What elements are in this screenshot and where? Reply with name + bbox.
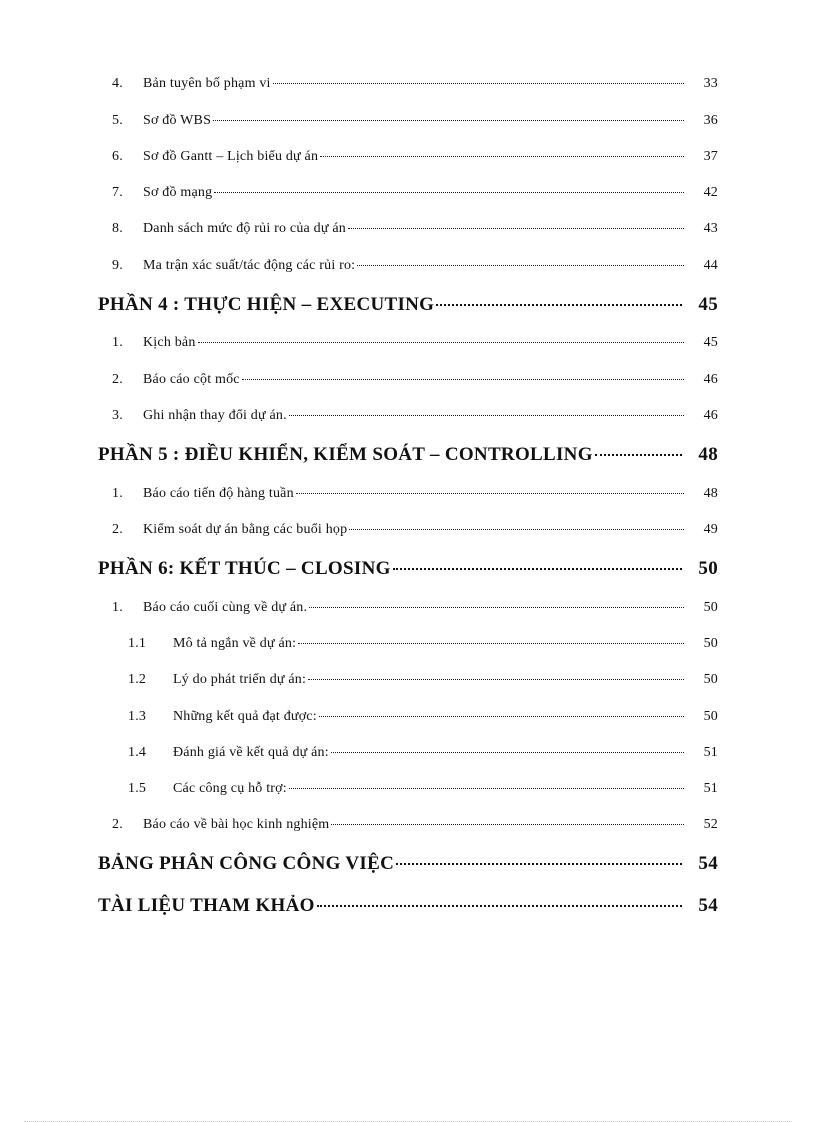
toc-entry[interactable] bbox=[112, 408, 718, 424]
toc-subentry-page: 50 bbox=[703, 709, 718, 724]
toc-subentry-title: Những kết quả đạt được: bbox=[173, 709, 317, 724]
toc-entry-title: Báo cáo cột mốc bbox=[143, 372, 240, 387]
toc-subentry-page: 50 bbox=[703, 636, 718, 651]
toc-subentry-number: 1.4 bbox=[128, 745, 147, 760]
dot-leader bbox=[213, 120, 684, 121]
toc-heading-title: PHẦN 6: KẾT THÚC – CLOSING bbox=[98, 558, 391, 579]
toc-entry-number: 6. bbox=[112, 149, 123, 164]
page-bottom-divider bbox=[24, 1121, 792, 1122]
toc-subentry-title: Lý do phát triển dự án: bbox=[173, 672, 307, 687]
dot-leader bbox=[348, 228, 684, 229]
toc-entry[interactable] bbox=[112, 372, 718, 388]
toc-subentry-title: Đánh giá về kết quả dự án: bbox=[173, 745, 329, 760]
toc-entry[interactable] bbox=[112, 486, 718, 502]
toc-heading-title: PHẦN 4 : THỰC HIỆN – EXECUTING bbox=[98, 294, 435, 315]
dot-leader bbox=[595, 454, 682, 456]
dot-leader bbox=[357, 265, 684, 266]
dot-leader bbox=[436, 304, 682, 306]
toc-entry-title: Sơ đồ mạng bbox=[143, 185, 213, 200]
toc-entry[interactable] bbox=[112, 221, 718, 237]
dot-leader bbox=[349, 529, 684, 530]
toc-entry-title: Sơ đồ WBS bbox=[143, 113, 212, 128]
toc-heading-title: TÀI LIỆU THAM KHẢO bbox=[98, 895, 315, 916]
toc-heading-page: 45 bbox=[698, 294, 718, 315]
toc-subentry-page: 51 bbox=[703, 781, 718, 796]
toc-entry[interactable] bbox=[112, 185, 718, 201]
toc-entry-page: 46 bbox=[703, 408, 718, 423]
dot-leader bbox=[308, 679, 684, 680]
dot-leader bbox=[317, 905, 682, 907]
toc-entry-title: Sơ đồ Gantt – Lịch biểu dự án bbox=[143, 149, 319, 164]
toc-subentry[interactable] bbox=[128, 636, 718, 652]
toc-entry-page: 37 bbox=[703, 149, 718, 164]
toc-entry-number: 2. bbox=[112, 372, 123, 387]
dot-leader bbox=[331, 752, 684, 753]
toc-entry-number: 4. bbox=[112, 76, 123, 91]
dot-leader bbox=[331, 824, 684, 825]
toc-entry-title: Danh sách mức độ rủi ro của dự án bbox=[143, 221, 346, 236]
dot-leader bbox=[309, 607, 684, 608]
toc-entry-title: Kịch bản bbox=[143, 335, 196, 350]
toc-entry-page: 33 bbox=[703, 76, 718, 91]
toc-entry-page: 52 bbox=[703, 817, 718, 832]
toc-subentry-number: 1.5 bbox=[128, 781, 147, 796]
toc-entry-page: 42 bbox=[703, 185, 718, 200]
toc-entry-page: 49 bbox=[703, 522, 718, 537]
toc-entry-title: Báo cáo về bài học kinh nghiệm bbox=[143, 817, 330, 832]
toc-subentry-number: 1.1 bbox=[128, 636, 147, 651]
dot-leader bbox=[296, 493, 684, 494]
dot-leader bbox=[393, 568, 682, 570]
toc-entry-page: 36 bbox=[703, 113, 718, 128]
toc-entry-number: 1. bbox=[112, 335, 123, 350]
toc-section-heading[interactable] bbox=[98, 444, 718, 466]
dot-leader bbox=[320, 156, 684, 157]
dot-leader bbox=[396, 863, 682, 865]
toc-entry-number: 5. bbox=[112, 113, 123, 128]
toc-subentry-page: 51 bbox=[703, 745, 718, 760]
toc-entry[interactable] bbox=[112, 817, 718, 833]
toc-entry-page: 44 bbox=[703, 258, 718, 273]
dot-leader bbox=[319, 716, 684, 717]
toc-entry-page: 45 bbox=[703, 335, 718, 350]
toc-entry-number: 3. bbox=[112, 408, 123, 423]
toc-section-heading[interactable] bbox=[98, 895, 718, 917]
dot-leader bbox=[289, 788, 684, 789]
toc-section-heading[interactable] bbox=[98, 853, 718, 875]
toc-entry-number: 2. bbox=[112, 817, 123, 832]
toc-entry-page: 48 bbox=[703, 486, 718, 501]
toc-entry[interactable] bbox=[112, 335, 718, 351]
toc-entry-page: 50 bbox=[703, 600, 718, 615]
toc-entry[interactable] bbox=[112, 258, 718, 274]
toc-entry[interactable] bbox=[112, 149, 718, 165]
toc-entry-title: Báo cáo tiến độ hàng tuần bbox=[143, 486, 294, 501]
toc-entry[interactable] bbox=[112, 522, 718, 538]
toc-entry[interactable] bbox=[112, 76, 718, 92]
toc-entry-title: Báo cáo cuối cùng về dự án. bbox=[143, 600, 308, 615]
toc-subentry[interactable] bbox=[128, 672, 718, 688]
toc-section-heading[interactable] bbox=[98, 558, 718, 580]
toc-subentry-page: 50 bbox=[703, 672, 718, 687]
toc-subentry[interactable] bbox=[128, 709, 718, 725]
toc-entry-number: 7. bbox=[112, 185, 123, 200]
toc-subentry[interactable] bbox=[128, 745, 718, 761]
toc-heading-page: 54 bbox=[698, 895, 718, 916]
toc-entry-number: 1. bbox=[112, 600, 123, 615]
toc-entry-title: Ma trận xác suất/tác động các rủi ro: bbox=[143, 258, 356, 273]
toc-entry[interactable] bbox=[112, 113, 718, 129]
toc-entry-page: 43 bbox=[703, 221, 718, 236]
toc-subentry-number: 1.2 bbox=[128, 672, 147, 687]
toc-subentry-number: 1.3 bbox=[128, 709, 147, 724]
toc-heading-page: 54 bbox=[698, 853, 718, 874]
toc-heading-page: 50 bbox=[698, 558, 718, 579]
toc-entry-number: 8. bbox=[112, 221, 123, 236]
toc-entry-title: Kiểm soát dự án bằng các buổi họp bbox=[143, 522, 348, 537]
toc-subentry-title: Các công cụ hỗ trợ: bbox=[173, 781, 287, 796]
dot-leader bbox=[298, 643, 684, 644]
toc-entry-page: 46 bbox=[703, 372, 718, 387]
toc-heading-page: 48 bbox=[698, 444, 718, 465]
toc-subentry-title: Mô tả ngắn về dự án: bbox=[173, 636, 297, 651]
toc-section-heading[interactable] bbox=[98, 294, 718, 316]
toc-entry-number: 2. bbox=[112, 522, 123, 537]
dot-leader bbox=[242, 379, 684, 380]
toc-entry-number: 1. bbox=[112, 486, 123, 501]
toc-entry-title: Ghi nhận thay đổi dự án. bbox=[143, 408, 287, 423]
toc-subentry[interactable] bbox=[128, 781, 718, 797]
dot-leader bbox=[289, 415, 684, 416]
toc-entry-title: Bản tuyên bố phạm vi bbox=[143, 76, 271, 91]
dot-leader bbox=[214, 192, 684, 193]
toc-heading-title: BẢNG PHÂN CÔNG CÔNG VIỆC bbox=[98, 853, 395, 874]
toc-entry-number: 9. bbox=[112, 258, 123, 273]
dot-leader bbox=[198, 342, 684, 343]
toc-heading-title: PHẦN 5 : ĐIỀU KHIỂN, KIỂM SOÁT – CONTROLLING bbox=[98, 444, 593, 465]
toc-entry[interactable] bbox=[112, 600, 718, 616]
dot-leader bbox=[273, 83, 684, 84]
